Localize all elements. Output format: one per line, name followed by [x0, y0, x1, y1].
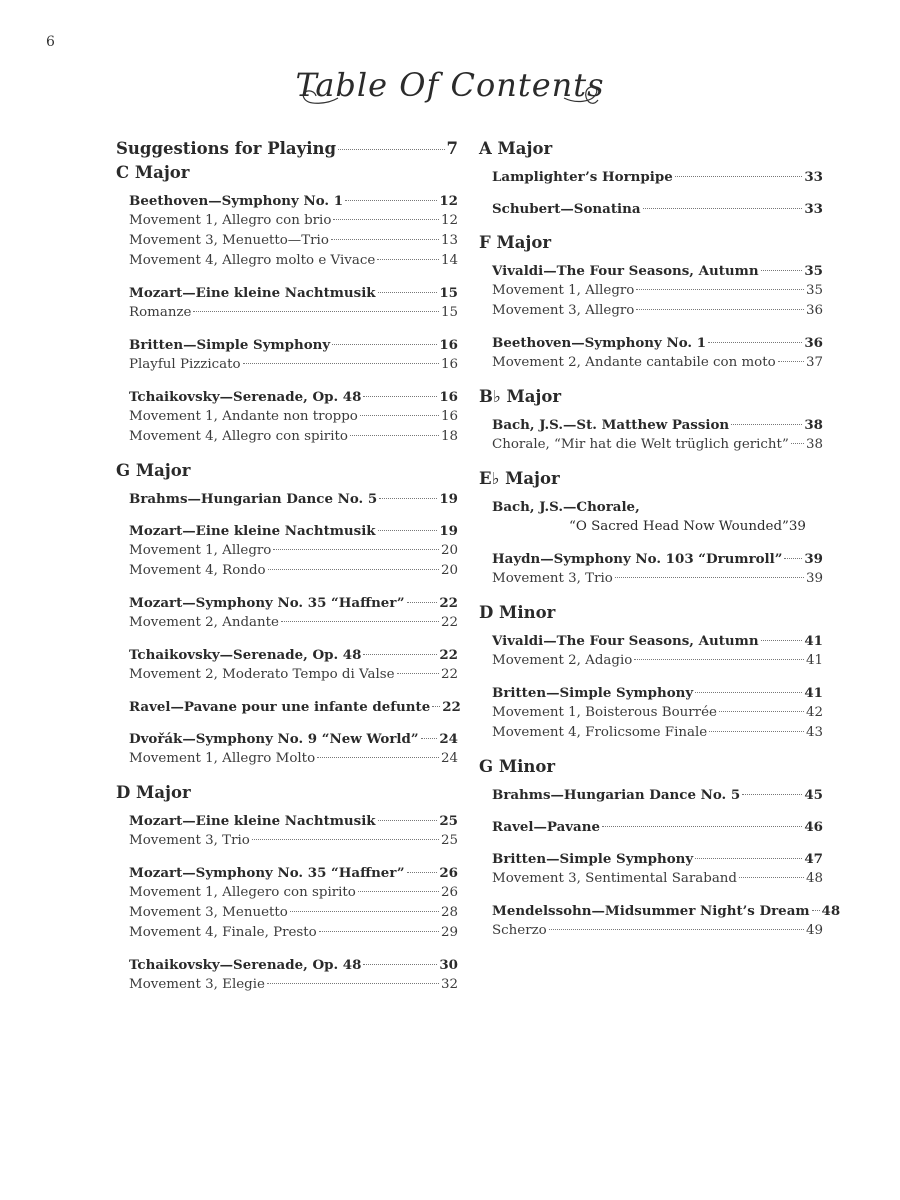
toc-entry-page: 14	[440, 253, 458, 268]
toc-group	[116, 729, 458, 769]
toc-entry-label: Britten—Simple Symphony	[492, 851, 694, 867]
toc-group	[116, 955, 458, 995]
toc-left-column	[116, 137, 461, 1007]
leader-dots	[379, 498, 437, 499]
leader-dots	[319, 931, 439, 932]
toc-entry-page: 12	[439, 193, 458, 209]
toc-group	[116, 283, 458, 323]
leader-dots	[378, 292, 438, 293]
toc-entry-page: 16	[439, 389, 458, 405]
leader-dots	[338, 149, 445, 150]
toc-section	[479, 601, 823, 743]
toc-entry-label: Dvořák—Symphony No. 9 “New World”	[129, 731, 419, 747]
leader-dots	[331, 239, 439, 240]
leader-dots	[193, 311, 439, 312]
toc-section	[479, 385, 823, 455]
toc-entry[interactable]	[116, 593, 458, 613]
toc-entry-page: 46	[804, 819, 823, 835]
toc-entry-label: Mozart—Eine kleine Nachtmusik	[129, 523, 376, 539]
toc-entry[interactable]	[479, 683, 823, 703]
leader-dots	[695, 858, 802, 859]
toc-entry[interactable]	[116, 955, 458, 975]
toc-entry-page: 24	[439, 731, 458, 747]
toc-entry-page: 41	[804, 633, 823, 649]
toc-entry-page: 22	[442, 699, 461, 715]
toc-entry-page: 19	[439, 491, 458, 507]
toc-group	[479, 683, 823, 743]
page-title: Table Of Contents	[295, 66, 605, 104]
toc-group	[479, 333, 823, 373]
toc-entry[interactable]	[479, 415, 823, 435]
toc-entry-suggestions[interactable]	[116, 137, 458, 161]
leader-dots	[267, 983, 439, 984]
toc-entry[interactable]	[479, 261, 823, 281]
toc-entry[interactable]	[116, 645, 458, 665]
toc-entry[interactable]	[116, 489, 458, 509]
section-heading: B♭ Major	[479, 387, 562, 406]
toc-entry-label: Movement 4, Allegro con spirito	[129, 429, 348, 444]
leader-dots	[243, 363, 439, 364]
toc-entry-page: 25	[439, 813, 458, 829]
toc-entry-page: 49	[805, 923, 823, 938]
leader-dots	[675, 176, 803, 177]
toc-entry-page: 12	[440, 213, 458, 228]
toc-group	[479, 549, 823, 589]
toc-entry-label: Brahms—Hungarian Dance No. 5	[129, 491, 378, 507]
leader-dots	[636, 309, 804, 310]
toc-entry-page: 39	[788, 519, 806, 534]
toc-entry[interactable]	[116, 665, 458, 685]
toc-entry-label: Ravel—Pavane	[492, 819, 600, 835]
toc-group	[479, 261, 823, 321]
toc-entry[interactable]	[116, 303, 458, 323]
toc-entry-page: 18	[440, 429, 458, 444]
toc-entry[interactable]	[116, 811, 458, 831]
leader-dots	[615, 577, 804, 578]
toc-entry-page: 15	[439, 285, 458, 301]
toc-entry-page: 43	[805, 725, 823, 740]
leader-dots	[333, 219, 439, 220]
toc-entry-label: Mozart—Symphony No. 35 “Haffner”	[129, 595, 405, 611]
toc-entry-page: 26	[439, 865, 458, 881]
toc-entry-label: Beethoven—Symphony No. 1	[492, 335, 707, 351]
toc-entry-page: 39	[804, 551, 823, 567]
toc-entry-page: 26	[440, 885, 458, 900]
toc-entry[interactable]	[479, 353, 823, 373]
toc-entry[interactable]	[116, 863, 458, 883]
leader-dots	[636, 289, 804, 290]
toc-entry[interactable]	[116, 283, 458, 303]
toc-entry-label: Movement 1, Allegro	[492, 283, 635, 298]
toc-entry-label: Movement 3, Menuetto—Trio	[129, 233, 329, 248]
toc-group	[479, 817, 823, 837]
leader-dots	[432, 706, 440, 707]
leader-dots	[643, 208, 803, 209]
toc-entry-page: 22	[440, 615, 458, 630]
toc-entry[interactable]	[116, 211, 458, 231]
toc-entry[interactable]	[479, 849, 823, 869]
leader-dots	[421, 738, 438, 739]
toc-section	[479, 755, 841, 941]
toc-entry[interactable]	[116, 191, 458, 211]
toc-entry[interactable]	[479, 199, 823, 219]
toc-entry[interactable]	[116, 561, 458, 581]
toc-entry-page: 22	[439, 595, 458, 611]
toc-entry-page: 36	[804, 335, 823, 351]
leader-dots	[363, 654, 437, 655]
toc-entry[interactable]	[116, 749, 458, 769]
leader-dots	[363, 396, 437, 397]
toc-entry[interactable]	[116, 613, 458, 633]
toc-group	[116, 697, 461, 717]
toc-entry-label: Romanze	[129, 305, 192, 320]
leader-dots	[602, 826, 802, 827]
toc-entry[interactable]	[479, 435, 823, 455]
leader-dots	[778, 361, 804, 362]
toc-entry-label: Movement 4, Frolicsome Finale	[492, 725, 708, 740]
toc-entry[interactable]	[479, 723, 823, 743]
toc-section	[479, 137, 823, 219]
toc-entry-page: 20	[440, 543, 458, 558]
toc-entry[interactable]	[479, 869, 823, 889]
toc-entry-label: Movement 1, Allegro Molto	[129, 751, 316, 766]
toc-entry[interactable]	[479, 549, 823, 569]
toc-entry[interactable]	[479, 497, 823, 537]
toc-entry-label: Movement 1, Boisterous Bourrée	[492, 705, 717, 720]
toc-entry-page: 16	[440, 409, 458, 424]
toc-entry-page: 38	[804, 417, 823, 433]
toc-entry-page: 36	[805, 303, 823, 318]
toc-entry[interactable]	[479, 301, 823, 321]
toc-entry-label: Playful Pizzicato	[129, 357, 241, 372]
toc-entry-page: 19	[439, 523, 458, 539]
leader-dots	[317, 757, 439, 758]
toc-entry-label: Movement 1, Allegro	[129, 543, 272, 558]
section-heading: A Major	[479, 139, 553, 158]
leader-dots	[273, 549, 439, 550]
toc-section	[116, 459, 461, 769]
leader-dots	[708, 342, 802, 343]
section-heading: E♭ Major	[479, 469, 560, 488]
leader-dots	[377, 259, 439, 260]
toc-entry-page: 28	[440, 905, 458, 920]
toc-entry-label: Movement 3, Trio	[129, 833, 250, 848]
toc-group	[479, 901, 841, 941]
toc-entry-label: Movement 1, Andante non troppo	[129, 409, 358, 424]
toc-entry-page: 32	[440, 977, 458, 992]
toc-entry-page: 41	[805, 653, 823, 668]
toc-entry[interactable]	[116, 427, 458, 447]
toc-section	[116, 161, 458, 447]
toc-entry-label: Movement 1, Allegro con brio	[129, 213, 332, 228]
toc-entry-label: Mozart—Eine kleine Nachtmusik	[129, 813, 376, 829]
leader-dots	[363, 964, 437, 965]
toc-entry[interactable]	[116, 831, 458, 851]
toc-entry[interactable]	[479, 281, 823, 301]
leader-dots	[739, 877, 804, 878]
toc-entry-label: Movement 2, Andante	[129, 615, 279, 630]
toc-entry[interactable]	[116, 697, 461, 717]
toc-entry[interactable]	[116, 387, 458, 407]
toc-entry-page: 38	[805, 437, 823, 452]
toc-entry[interactable]	[116, 923, 458, 943]
leader-dots	[378, 820, 438, 821]
toc-entry-page: 25	[440, 833, 458, 848]
toc-entry-label: Vivaldi—The Four Seasons, Autumn	[492, 633, 759, 649]
toc-entry-label: Mozart—Eine kleine Nachtmusik	[129, 285, 376, 301]
toc-entry-label: Brahms—Hungarian Dance No. 5	[492, 787, 741, 803]
toc-entry[interactable]	[116, 231, 458, 251]
toc-group	[116, 489, 458, 509]
leader-dots	[290, 911, 439, 912]
leader-dots	[742, 794, 802, 795]
toc-entry-label: Movement 3, Menuetto	[129, 905, 288, 920]
toc-entry[interactable]	[116, 251, 458, 271]
toc-group	[116, 191, 458, 271]
toc-group	[116, 387, 458, 447]
toc-entry-label: Mozart—Symphony No. 35 “Haffner”	[129, 865, 405, 881]
section-heading: C Major	[116, 163, 190, 182]
toc-entry-page: 37	[805, 355, 823, 370]
right-sections	[479, 137, 841, 941]
toc-entry-label: Mendelssohn—Midsummer Night’s Dream	[492, 903, 810, 919]
toc-entry-page: 48	[805, 871, 823, 886]
leader-dots	[332, 344, 437, 345]
toc-entry-page: 30	[439, 957, 458, 973]
toc-section	[479, 467, 823, 589]
toc-entry-page: 42	[805, 705, 823, 720]
toc-right-column	[479, 137, 841, 953]
leader-dots	[709, 731, 804, 732]
toc-entry-page: 48	[821, 903, 841, 919]
toc-entry[interactable]	[116, 521, 458, 541]
leader-dots	[397, 673, 439, 674]
toc-section	[116, 781, 458, 995]
toc-entry-page: 47	[804, 851, 823, 867]
leader-dots	[549, 929, 804, 930]
toc-entry[interactable]	[479, 569, 823, 589]
toc-entry-label: Chorale, “Mir hat die Welt trüglich gericht”	[492, 437, 789, 452]
toc-entry[interactable]	[479, 703, 823, 723]
toc-entry[interactable]	[479, 631, 823, 651]
toc-entry[interactable]	[479, 817, 823, 837]
toc-entry[interactable]	[479, 651, 823, 671]
toc-entry-label: Movement 3, Trio	[492, 571, 613, 586]
toc-entry[interactable]	[479, 333, 823, 353]
toc-entry[interactable]	[116, 355, 458, 375]
toc-entry-label: Ravel—Pavane pour une infante defunte	[129, 699, 431, 715]
toc-group	[116, 645, 458, 685]
leader-dots	[281, 621, 439, 622]
toc-entry[interactable]	[479, 901, 841, 921]
toc-group	[479, 167, 823, 187]
toc-entry-page: 29	[440, 925, 458, 940]
toc-entry-label: Movement 2, Andante cantabile con moto	[492, 355, 776, 370]
toc-entry-label: Scherzo	[492, 923, 547, 938]
section-heading: F Major	[479, 233, 552, 252]
toc-entry[interactable]	[116, 541, 458, 561]
toc-entry[interactable]	[479, 167, 823, 187]
leader-dots	[719, 711, 804, 712]
toc-group	[116, 335, 458, 375]
toc-entry-page: 13	[440, 233, 458, 248]
toc-group	[479, 849, 823, 889]
toc-entry-page: 45	[804, 787, 823, 803]
toc-entry-page: 35	[805, 283, 823, 298]
toc-group	[479, 497, 823, 537]
toc-entry-label: Britten—Simple Symphony	[492, 685, 694, 701]
toc-group	[479, 199, 823, 219]
leader-dots	[791, 443, 804, 444]
toc-entry-label: Movement 2, Adagio	[492, 653, 633, 668]
leader-dots	[761, 270, 803, 271]
toc-group	[479, 631, 823, 671]
toc-entry[interactable]	[479, 785, 823, 805]
toc-entry[interactable]	[116, 335, 458, 355]
toc-entry-label: Tchaikovsky—Serenade, Op. 48	[129, 389, 362, 405]
toc-entry-label: Suggestions for Playing	[116, 139, 336, 158]
toc-entry[interactable]	[116, 903, 458, 923]
toc-entry[interactable]	[116, 883, 458, 903]
toc-entry-page: 24	[440, 751, 458, 766]
toc-entry-label: Britten—Simple Symphony	[129, 337, 331, 353]
toc-entry-page: 39	[805, 571, 823, 586]
toc-entry-label: Movement 3, Allegro	[492, 303, 635, 318]
toc-entry-label: Bach, J.S.—Chorale,	[492, 499, 640, 515]
toc-section	[479, 231, 823, 373]
toc-entry[interactable]	[116, 407, 458, 427]
title-flourish-right	[562, 78, 606, 118]
toc-group	[116, 863, 458, 943]
toc-entry-label: Movement 3, Sentimental Saraband	[492, 871, 738, 886]
toc-entry-label: Movement 1, Allegero con spirito	[129, 885, 356, 900]
toc-entry-page: 41	[804, 685, 823, 701]
toc-entry-label: Movement 4, Allegro molto e Vivace	[129, 253, 376, 268]
leader-dots	[695, 692, 802, 693]
leader-dots	[407, 872, 438, 873]
toc-group	[479, 785, 823, 805]
leader-dots	[634, 659, 804, 660]
leader-dots	[360, 415, 439, 416]
section-heading: G Minor	[479, 757, 556, 776]
toc-entry-page: 20	[440, 563, 458, 578]
leader-dots	[812, 910, 820, 911]
toc-group	[116, 811, 458, 851]
page-number: 6	[46, 34, 55, 50]
leader-dots	[407, 602, 438, 603]
toc-entry[interactable]	[116, 729, 458, 749]
toc-group	[116, 593, 458, 633]
left-sections	[116, 161, 461, 995]
toc-entry-label: Lamplighter’s Hornpipe	[492, 169, 673, 185]
toc-entry-page: 16	[440, 357, 458, 372]
toc-group	[479, 415, 823, 455]
toc-entry-page: 35	[804, 263, 823, 279]
leader-dots	[252, 839, 439, 840]
toc-entry-line2	[492, 517, 823, 537]
toc-entry-label: Schubert—Sonatina	[492, 201, 641, 217]
toc-entry-label: Bach, J.S.—St. Matthew Passion	[492, 417, 730, 433]
toc-entry-label-cont: “O Sacred Head Now Wounded”	[569, 519, 789, 534]
toc-entry-label: Tchaikovsky—Serenade, Op. 48	[129, 957, 362, 973]
toc-entry-label: Vivaldi—The Four Seasons, Autumn	[492, 263, 759, 279]
toc-entry[interactable]	[479, 921, 823, 941]
leader-dots	[350, 435, 439, 436]
leader-dots	[378, 530, 438, 531]
toc-entry-label: Beethoven—Symphony No. 1	[129, 193, 344, 209]
leader-dots	[358, 891, 439, 892]
leader-dots	[784, 558, 802, 559]
toc-entry[interactable]	[116, 975, 458, 995]
toc-entry-label: Movement 4, Rondo	[129, 563, 266, 578]
toc-entry-page: 15	[440, 305, 458, 320]
toc-entry-label: Movement 2, Moderato Tempo di Valse	[129, 667, 395, 682]
leader-dots	[268, 569, 439, 570]
leader-dots	[731, 424, 802, 425]
section-heading: D Major	[116, 783, 191, 802]
toc-entry-page: 33	[804, 201, 823, 217]
toc-entry-page: 7	[446, 139, 458, 158]
section-heading: G Major	[116, 461, 191, 480]
toc-entry-label: Haydn—Symphony No. 103 “Drumroll”	[492, 551, 783, 567]
toc-group	[116, 521, 458, 581]
toc-entry-label: Tchaikovsky—Serenade, Op. 48	[129, 647, 362, 663]
toc-entry-page: 22	[439, 647, 458, 663]
toc-entry-label: Movement 3, Elegie	[129, 977, 265, 992]
leader-dots	[761, 640, 803, 641]
toc-entry-label: Movement 4, Finale, Presto	[129, 925, 317, 940]
toc-entry-page: 16	[439, 337, 458, 353]
leader-dots	[345, 200, 437, 201]
toc-entry-page: 22	[440, 667, 458, 682]
toc-entry-page: 33	[804, 169, 823, 185]
section-heading: D Minor	[479, 603, 556, 622]
